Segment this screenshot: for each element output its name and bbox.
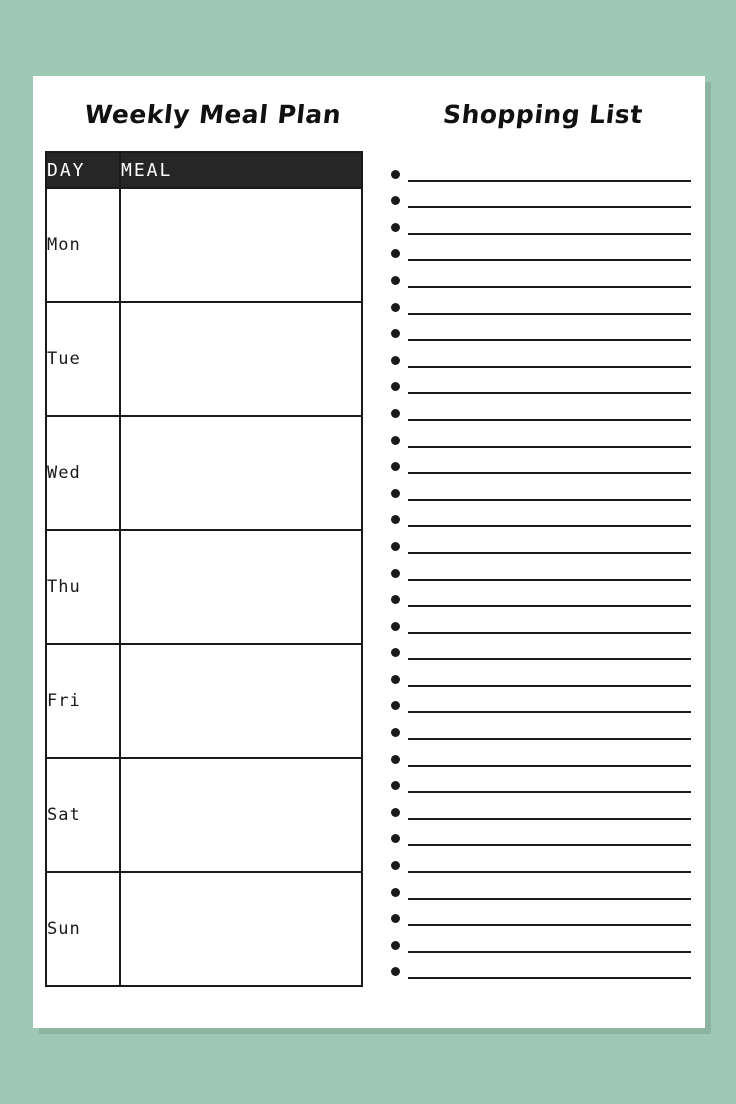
filled-circle-bullet-icon <box>391 329 400 338</box>
table-row <box>46 302 362 416</box>
list-item-write-line[interactable] <box>408 684 691 687</box>
filled-circle-bullet-icon <box>391 834 400 843</box>
filled-circle-bullet-icon <box>391 595 400 604</box>
list-item-write-line[interactable] <box>408 285 691 288</box>
table-row <box>46 188 362 302</box>
filled-circle-bullet-icon <box>391 196 400 205</box>
list-item[interactable] <box>391 634 691 661</box>
list-item[interactable] <box>391 713 691 740</box>
filled-circle-bullet-icon <box>391 967 400 976</box>
column-header-meal: MEAL <box>120 152 362 188</box>
list-item-write-line[interactable] <box>408 338 691 341</box>
list-item-write-line[interactable] <box>408 391 691 394</box>
table-row <box>46 758 362 872</box>
meal-entry-cell[interactable] <box>120 530 362 644</box>
list-item-write-line[interactable] <box>408 870 691 873</box>
list-item[interactable] <box>391 474 691 501</box>
list-item-write-line[interactable] <box>408 232 691 235</box>
filled-circle-bullet-icon <box>391 409 400 418</box>
filled-circle-bullet-icon <box>391 701 400 710</box>
list-item[interactable] <box>391 740 691 767</box>
list-item[interactable] <box>391 953 691 980</box>
list-item-write-line[interactable] <box>408 604 691 607</box>
column-header-day: DAY <box>46 152 120 188</box>
filled-circle-bullet-icon <box>391 276 400 285</box>
filled-circle-bullet-icon <box>391 223 400 232</box>
shopping-list-title: Shopping List <box>441 100 645 129</box>
filled-circle-bullet-icon <box>391 515 400 524</box>
meal-plan-table <box>45 151 363 987</box>
filled-circle-bullet-icon <box>391 781 400 790</box>
list-item[interactable] <box>391 261 691 288</box>
list-item-write-line[interactable] <box>408 631 691 634</box>
filled-circle-bullet-icon <box>391 648 400 657</box>
meal-entry-cell[interactable] <box>120 644 362 758</box>
table-row <box>46 872 362 986</box>
filled-circle-bullet-icon <box>391 941 400 950</box>
table-header-row <box>46 152 362 188</box>
list-item[interactable] <box>391 527 691 554</box>
list-item-write-line[interactable] <box>408 258 691 261</box>
filled-circle-bullet-icon <box>391 356 400 365</box>
list-item-write-line[interactable] <box>408 710 691 713</box>
list-item[interactable] <box>391 341 691 368</box>
list-item-write-line[interactable] <box>408 737 691 740</box>
list-item[interactable] <box>391 208 691 235</box>
day-cell: Mon <box>46 188 120 302</box>
table-row <box>46 530 362 644</box>
filled-circle-bullet-icon <box>391 622 400 631</box>
meal-entry-cell[interactable] <box>120 872 362 986</box>
list-item[interactable] <box>391 846 691 873</box>
filled-circle-bullet-icon <box>391 462 400 471</box>
list-item[interactable] <box>391 394 691 421</box>
list-item[interactable] <box>391 448 691 475</box>
list-item-write-line[interactable] <box>408 312 691 315</box>
list-item-write-line[interactable] <box>408 897 691 900</box>
list-item-write-line[interactable] <box>408 923 691 926</box>
filled-circle-bullet-icon <box>391 249 400 258</box>
list-item[interactable] <box>391 235 691 262</box>
filled-circle-bullet-icon <box>391 569 400 578</box>
shopping-list-section <box>391 100 691 979</box>
list-item-write-line[interactable] <box>408 498 691 501</box>
table-row <box>46 644 362 758</box>
filled-circle-bullet-icon <box>391 303 400 312</box>
list-item[interactable] <box>391 581 691 608</box>
day-cell: Thu <box>46 530 120 644</box>
day-cell: Fri <box>46 644 120 758</box>
meal-entry-cell[interactable] <box>120 416 362 530</box>
list-item[interactable] <box>391 182 691 209</box>
filled-circle-bullet-icon <box>391 675 400 684</box>
list-item[interactable] <box>391 820 691 847</box>
meal-plan-table-header <box>46 152 362 188</box>
list-item-write-line[interactable] <box>408 445 691 448</box>
filled-circle-bullet-icon <box>391 489 400 498</box>
list-item-write-line[interactable] <box>408 843 691 846</box>
list-item[interactable] <box>391 288 691 315</box>
list-item-write-line[interactable] <box>408 471 691 474</box>
filled-circle-bullet-icon <box>391 436 400 445</box>
day-cell: Sun <box>46 872 120 986</box>
list-item[interactable] <box>391 554 691 581</box>
list-item-write-line[interactable] <box>408 764 691 767</box>
day-cell: Wed <box>46 416 120 530</box>
list-item-write-line[interactable] <box>408 976 691 979</box>
filled-circle-bullet-icon <box>391 755 400 764</box>
list-item-write-line[interactable] <box>408 817 691 820</box>
list-item[interactable] <box>391 660 691 687</box>
filled-circle-bullet-icon <box>391 728 400 737</box>
filled-circle-bullet-icon <box>391 382 400 391</box>
filled-circle-bullet-icon <box>391 808 400 817</box>
list-item[interactable] <box>391 900 691 927</box>
filled-circle-bullet-icon <box>391 542 400 551</box>
meal-entry-cell[interactable] <box>120 188 362 302</box>
list-item[interactable] <box>391 873 691 900</box>
list-item[interactable] <box>391 155 691 182</box>
list-item-write-line[interactable] <box>408 578 691 581</box>
list-item-write-line[interactable] <box>408 205 691 208</box>
list-item[interactable] <box>391 926 691 953</box>
list-item-write-line[interactable] <box>408 950 691 953</box>
list-item-write-line[interactable] <box>408 179 691 182</box>
list-item-write-line[interactable] <box>408 524 691 527</box>
list-item[interactable] <box>391 687 691 714</box>
list-item[interactable] <box>391 315 691 342</box>
filled-circle-bullet-icon <box>391 170 400 179</box>
meal-plan-title: Weekly Meal Plan <box>83 100 343 129</box>
list-item-write-line[interactable] <box>408 657 691 660</box>
list-item[interactable] <box>391 767 691 794</box>
list-item-write-line[interactable] <box>408 551 691 554</box>
filled-circle-bullet-icon <box>391 914 400 923</box>
meal-plan-table-body <box>46 188 362 986</box>
table-row <box>46 416 362 530</box>
list-item[interactable] <box>391 793 691 820</box>
shopping-list-lines <box>391 155 691 979</box>
weekly-meal-plan-section <box>45 100 375 987</box>
day-cell: Tue <box>46 302 120 416</box>
meal-entry-cell[interactable] <box>120 302 362 416</box>
list-item[interactable] <box>391 368 691 395</box>
filled-circle-bullet-icon <box>391 888 400 897</box>
day-cell: Sat <box>46 758 120 872</box>
list-item-write-line[interactable] <box>408 418 691 421</box>
list-item-write-line[interactable] <box>408 790 691 793</box>
list-item[interactable] <box>391 607 691 634</box>
list-item[interactable] <box>391 421 691 448</box>
filled-circle-bullet-icon <box>391 861 400 870</box>
meal-entry-cell[interactable] <box>120 758 362 872</box>
list-item[interactable] <box>391 501 691 528</box>
paper-sheet <box>33 76 705 1028</box>
list-item-write-line[interactable] <box>408 365 691 368</box>
